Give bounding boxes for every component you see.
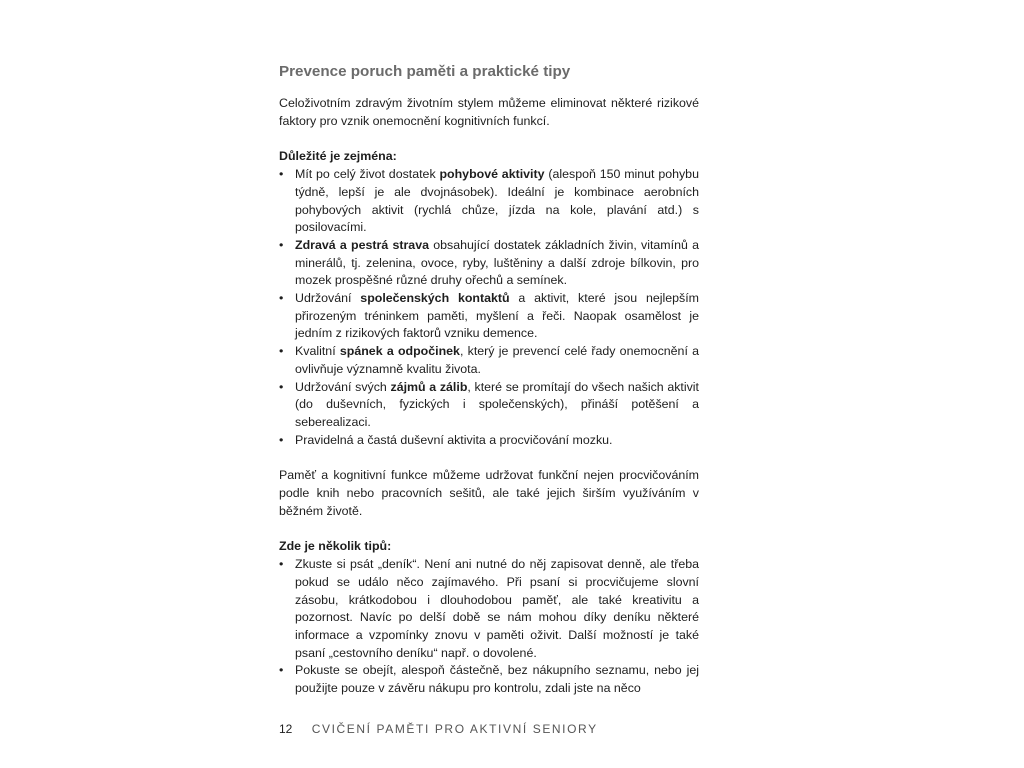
page-title: Prevence poruch paměti a praktické tipy <box>279 63 571 80</box>
item-text: , které se promítají do všech našich aktivit (do duševních, fyzických i společenských), přináší potěšení a seberealizaci. <box>295 379 700 429</box>
bullet-icon: • <box>279 432 284 447</box>
item-text: Mít po celý život dostatek <box>295 167 440 182</box>
item-emphasis: pohybové aktivity <box>439 167 545 182</box>
page-number: 12 <box>279 722 293 736</box>
bullet-icon: • <box>279 344 284 359</box>
list-item <box>279 556 699 662</box>
bullet-icon: • <box>279 167 284 182</box>
list-item <box>279 432 699 450</box>
bullet-icon: • <box>279 663 284 678</box>
running-title: CVIČENÍ PAMĚTI PRO AKTIVNÍ SENIORY <box>311 722 598 736</box>
list-item <box>279 290 699 343</box>
item-text: Kvalitní <box>295 344 340 359</box>
important-list <box>279 166 699 449</box>
item-text: Pokuste se obejít, alespoň částečně, bez nákupního seznamu, nebo jej použijte pouze v závěru nákupu pro kontrolu, zdali jste na něco <box>295 663 699 696</box>
list-item <box>279 166 699 237</box>
page-content <box>279 62 699 698</box>
important-heading: Důležité je zejména: <box>279 149 397 164</box>
bullet-icon: • <box>279 291 284 306</box>
list-item <box>279 237 699 290</box>
list-item <box>279 343 699 378</box>
bullet-icon: • <box>279 557 284 572</box>
item-text: Udržování svých <box>295 379 391 394</box>
body-paragraph: Paměť a kognitivní funkce můžeme udržovat funkční nejen procvičováním podle knih nebo pracovních sešitů, ale také jejich širším využíváním v běžném životě. <box>279 468 699 518</box>
item-text: obsahující dostatek základních živin, vitamínů a minerálů, tj. zelenina, ovoce, ryby, luštěniny a další zdroje bílkovin, pro mozek prospěšné různé druhy ořechů a semínek. <box>295 237 699 288</box>
tips-heading: Zde je několik tipů: <box>279 539 392 554</box>
item-text: (alespoň 150 minut pohybu týdně, lepší je ale dvojnásobek). Ideální je kombinace aerobních pohybových aktivit (rychlá chůze, jízda na kole, plavání atd.) s posilovacími. <box>295 167 699 235</box>
item-text: Udržování <box>295 291 361 306</box>
item-emphasis: spánek a odpočinek <box>339 344 460 359</box>
tips-list <box>279 556 699 698</box>
page-footer <box>279 722 598 736</box>
item-emphasis: společenských kontaktů <box>360 291 510 306</box>
item-emphasis: Zdravá a pestrá strava <box>295 237 429 252</box>
item-emphasis: zájmů a zálib <box>390 379 468 394</box>
item-text: a aktivit, které jsou nejlepším přirozeným tréninkem paměti, myšlení a řeči. Naopak osamělost je jedním z rizikových faktorů vzniku demence. <box>295 291 699 341</box>
item-text: Pravidelná a častá duševní aktivita a procvičování mozku. <box>295 432 613 447</box>
item-text: , který je prevencí celé řady onemocnění a ovlivňuje významně kvalitu života. <box>295 344 700 376</box>
list-item <box>279 379 699 432</box>
item-text: Zkuste si psát „deník“. Není ani nutné do něj zapisovat denně, ale třeba pokud se událo něco zajímavého. Při psaní si procvičujeme slovní zásobu, krátkodobou i dlouhodobou paměť, ale také kreativitu a pozornost. Navíc po delší době se nám mohou díky deníku některé informace a vzpomínky znovu v paměti oživit. Další možností je také psaní „cestovního deníku“ např. o dovolené. <box>295 557 699 660</box>
list-item <box>279 662 699 697</box>
bullet-icon: • <box>279 237 284 252</box>
intro-paragraph: Celoživotním zdravým životním stylem můžeme eliminovat některé rizikové faktory pro vznik onemocnění kognitivních funkcí. <box>279 96 699 128</box>
bullet-icon: • <box>279 379 284 394</box>
